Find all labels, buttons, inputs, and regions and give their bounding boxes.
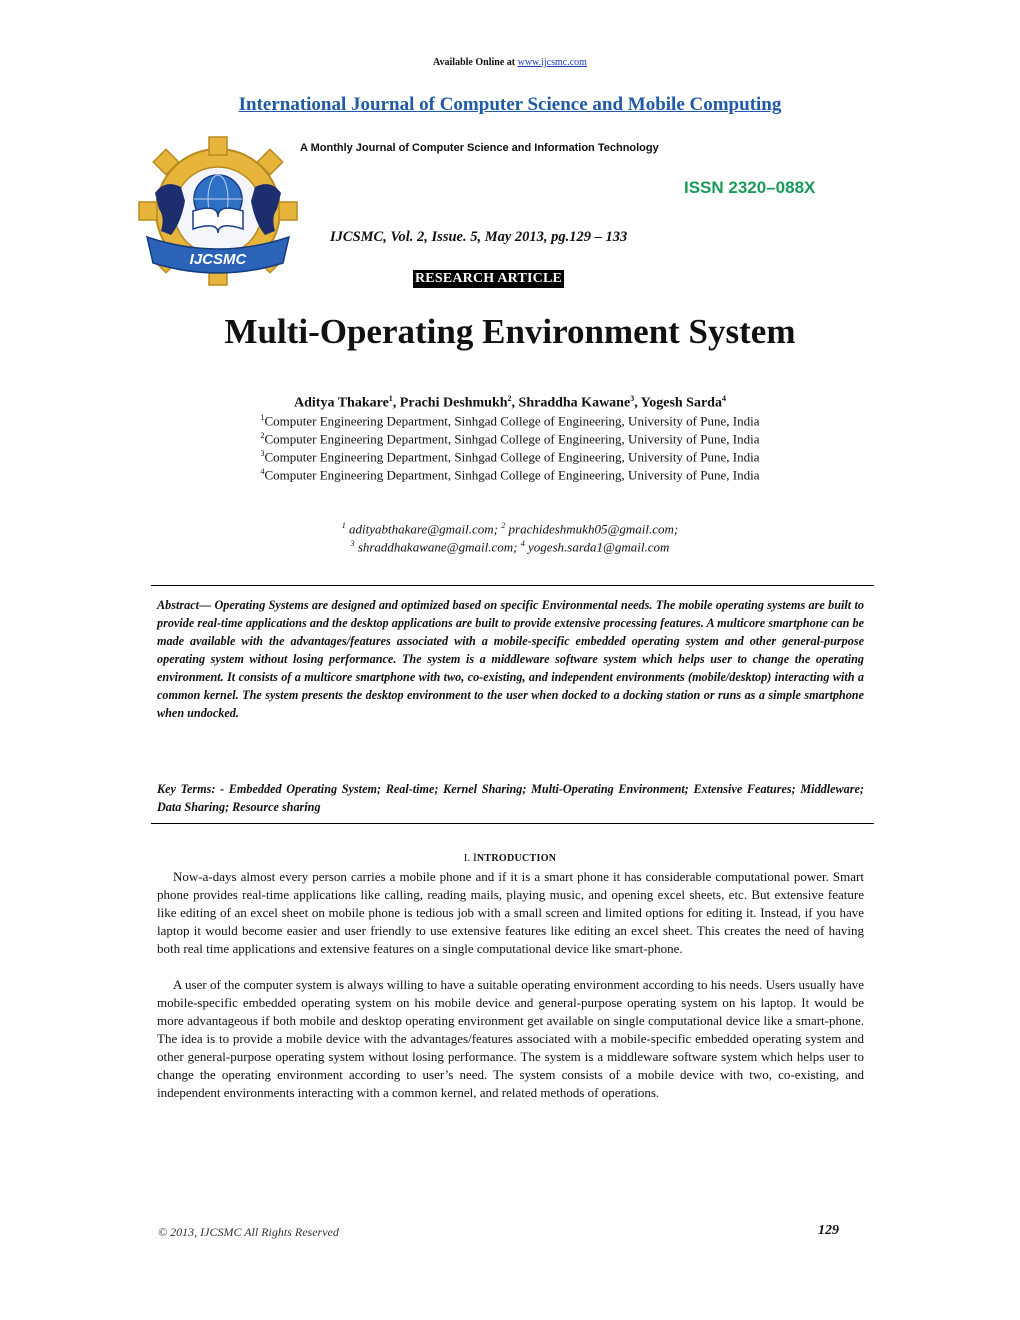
affiliation-sup: 3 bbox=[260, 449, 265, 458]
ijcsmc-logo bbox=[133, 133, 303, 291]
affiliation-sup: 1 bbox=[260, 413, 265, 422]
body-paragraph: A user of the computer system is always willing to have a suitable operating environment according to his needs. Users usually have mobile-specific embedded operating system on his mobile device and general-purpose operating system on his laptop. It would be more advantageous if both mobile and desktop operating environment get available on single computational device like a smart-phone. The idea is to provide a mobile device with the advantages/features associated with a mobile-specific embedded operating system and other general-purpose operating system without losing performance. The system is a middleware software system which helps user to change the operating environment according to user’s need. The system consists of a mobile device with two, co-existing, and independent environments interacting with a common kernel, and related methods of operations. bbox=[157, 977, 864, 1100]
affiliation-sup: 2 bbox=[260, 431, 265, 440]
section-number: I. bbox=[463, 852, 471, 864]
affiliation bbox=[0, 467, 1020, 483]
author-sup: 4 bbox=[721, 394, 726, 403]
author-email[interactable]: yogesh.sarda1@gmail.com bbox=[527, 539, 670, 555]
journal-website-link[interactable]: www.ijcsmc.com bbox=[517, 57, 587, 68]
page-number: 129 bbox=[818, 1223, 839, 1238]
affiliation-text: Computer Engineering Department, Sinhgad College of Engineering, University of Pune, India bbox=[264, 431, 760, 447]
volume-info: IJCSMC, Vol. 2, Issue. 5, May 2013, pg.129 – 133 bbox=[330, 229, 628, 245]
available-online bbox=[0, 57, 1020, 68]
author-list: Aditya Thakare$^1$, Prachi Deshmukh$^2$, Shraddha Kawane$^3$, Yogesh Sarda$^4$ bbox=[294, 394, 726, 411]
key-terms: Key Terms: - Embedded Operating System; Real-time; Kernel Sharing; Multi-Operating Environment; Extensive Features; Middleware; Data Sharing; Resource sharing bbox=[157, 782, 864, 814]
author-name: Shraddha Kawane bbox=[518, 395, 631, 411]
affiliation bbox=[0, 413, 1020, 429]
paper-title: Multi-Operating Environment System bbox=[224, 312, 796, 351]
affiliation-text: Computer Engineering Department, Sinhgad College of Engineering, University of Pune, India bbox=[264, 449, 760, 465]
author-sup: 3 bbox=[630, 394, 635, 403]
author-email[interactable]: shraddhakawane@gmail.com; bbox=[357, 539, 518, 555]
email-sup: 3 bbox=[350, 539, 355, 548]
affiliation-text: Computer Engineering Department, Sinhgad College of Engineering, University of Pune, India bbox=[264, 413, 760, 429]
section-title-rest: NTRODUCTION bbox=[476, 853, 557, 864]
author-name: Aditya Thakare bbox=[294, 395, 389, 411]
footer-copyright: © 2013, IJCSMC All Rights Reserved bbox=[158, 1225, 339, 1239]
email-sup: 2 bbox=[501, 521, 506, 530]
journal-subtitle: A Monthly Journal of Computer Science and Information Technology bbox=[300, 142, 659, 154]
affiliation-text: Computer Engineering Department, Sinhgad College of Engineering, University of Pune, India bbox=[264, 467, 760, 483]
available-prefix: Available Online at bbox=[433, 57, 518, 68]
journal-title[interactable]: International Journal of Computer Science and Mobile Computing bbox=[238, 94, 782, 115]
issn-number: ISSN 2320–088X bbox=[684, 178, 816, 197]
author-sup: 2 bbox=[507, 394, 512, 403]
author-name: Prachi Deshmukh bbox=[399, 395, 508, 411]
author-email[interactable]: prachideshmukh05@gmail.com; bbox=[508, 521, 679, 537]
email-line bbox=[0, 521, 1020, 537]
divider bbox=[151, 823, 874, 824]
section-heading bbox=[0, 850, 1020, 865]
affiliation-sup: 4 bbox=[260, 467, 265, 476]
section-title-cap: I bbox=[472, 850, 477, 864]
email-sup: 1 bbox=[341, 521, 346, 530]
author-sup: 1 bbox=[388, 394, 393, 403]
email-sup: 4 bbox=[520, 539, 525, 548]
author-name: Yogesh Sarda bbox=[640, 395, 722, 411]
body-paragraph: Now-a-days almost every person carries a mobile phone and if it is a smart phone it has considerable computational power. Smart phone provides real-time applications like calling, reading mails, playing music, and opening excel sheets, etc. But extensive feature like editing of an excel sheet on mobile phone is tedious job with a small screen and limited options for editing it. Instead, if you have laptop it would become easier and user friendly to use extensive features like editing an excel sheet. This creates the need of having both real time applications and extensive features on a single computational device like smart-phone. bbox=[157, 869, 864, 956]
article-type-badge: RESEARCH ARTICLE bbox=[415, 271, 563, 286]
logo-text: IJCSMC bbox=[189, 251, 247, 268]
divider bbox=[151, 585, 874, 586]
affiliation bbox=[0, 431, 1020, 447]
affiliation bbox=[0, 449, 1020, 465]
email-line bbox=[0, 539, 1020, 555]
abstract: Abstract— Operating Systems are designed and optimized based on specific Environmental needs. The mobile operating systems are built to provide real-time applications and the desktop applications are built to provide extensive processing features. A multicore smartphone can be made available with the advantages/features associated with a mobile-specific embedded operating system and other general-purpose operating system without losing performance. The system is a middleware software system which helps user to change the operating environment. It consists of a multicore smartphone with two, co-existing, and independent environments (mobile/desktop) interacting with a common kernel. The system presents the desktop environment to the user when docked to a docking station or runs as a simple smartphone when undocked. bbox=[157, 598, 864, 720]
author-email[interactable]: adityabthakare@gmail.com; bbox=[348, 521, 499, 537]
